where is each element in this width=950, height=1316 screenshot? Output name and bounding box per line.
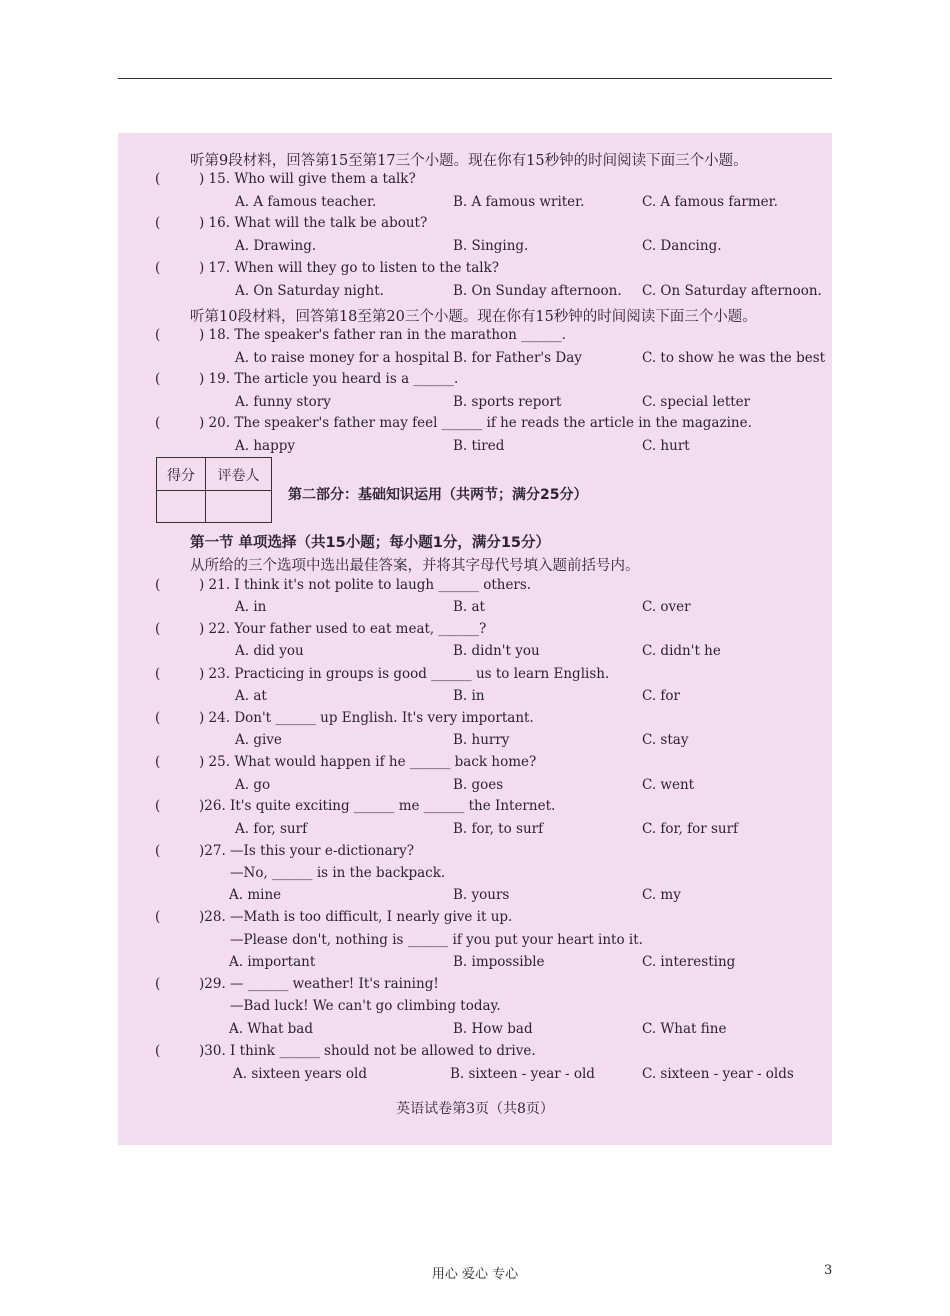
question-text: )26. It's quite exciting ______ me ______ the Internet. [199, 798, 556, 814]
options-15 [155, 194, 825, 216]
option-a: A. happy [235, 438, 295, 454]
question-text: ) 19. The article you heard is a ______. [199, 371, 459, 387]
option-b: B. yours [453, 887, 510, 903]
question-text: ) 20. The speaker's father may feel ______ if he reads the article in the magazine. [199, 415, 752, 431]
question-22 [155, 621, 825, 643]
option-c: C. sixteen - year - olds [642, 1066, 794, 1082]
question-text: ) 23. Practicing in groups is good ______ us to learn English. [199, 666, 610, 682]
question-text: )30. I think ______ should not be allowed to drive. [199, 1043, 536, 1059]
options-16 [155, 238, 825, 260]
question-text: ) 15. Who will give them a talk? [199, 171, 416, 187]
grader-label: 评卷人 [217, 468, 260, 484]
part-2-title: 第二部分：基础知识运用（共两节；满分25分） [288, 487, 588, 503]
answer-bracket[interactable]: ( [155, 710, 161, 726]
options-30 [155, 1066, 825, 1088]
option-b: B. goes [453, 777, 504, 793]
answer-bracket[interactable]: ( [155, 754, 161, 770]
question-17 [155, 260, 825, 282]
answer-bracket[interactable]: ( [155, 577, 161, 593]
question-15 [155, 171, 825, 193]
question-text: ) 24. Don't ______ up English. It's very important. [199, 710, 534, 726]
option-b: B. tired [453, 438, 505, 454]
option-b: B. in [453, 688, 485, 704]
option-b: B. impossible [453, 954, 545, 970]
options-25 [155, 777, 825, 799]
question-26 [155, 798, 825, 820]
answer-bracket[interactable]: ( [155, 415, 161, 431]
option-b: B. hurry [453, 732, 510, 748]
option-b: B. sports report [453, 394, 562, 410]
option-c: C. to show he was the best [642, 350, 826, 366]
option-b: B. didn't you [453, 643, 540, 659]
option-c: C. stay [642, 732, 689, 748]
answer-bracket[interactable]: ( [155, 327, 161, 343]
question-24 [155, 710, 825, 732]
question-text: )27. —Is this your e-dictionary? [199, 843, 414, 859]
option-a: A. On Saturday night. [235, 283, 384, 299]
header-rule [118, 78, 832, 79]
question-text: ) 18. The speaker's father ran in the marathon ______. [199, 327, 566, 343]
question-19 [155, 371, 825, 393]
option-b: B. A famous writer. [453, 194, 585, 210]
option-c: C. for [642, 688, 681, 704]
options-22 [155, 643, 825, 665]
question-28 [155, 909, 825, 931]
page-number: 3 [824, 1263, 833, 1278]
question-29-continuation: —Bad luck! We can't go climbing today. [230, 998, 501, 1014]
options-21 [155, 599, 825, 621]
option-c: C. hurt [642, 438, 690, 454]
answer-bracket[interactable]: ( [155, 621, 161, 637]
option-c: C. Dancing. [642, 238, 722, 254]
option-a: A. Drawing. [235, 238, 317, 254]
options-18 [155, 350, 825, 372]
option-a: A. What bad [229, 1021, 313, 1037]
question-25 [155, 754, 825, 776]
option-a: A. mine [229, 887, 282, 903]
option-a: A. give [235, 732, 282, 748]
section-10-instruction: 听第10段材料，回答第18至第20三个小题。现在你有15秒钟的时间阅读下面三个小题。 [190, 309, 757, 325]
answer-bracket[interactable]: ( [155, 798, 161, 814]
option-c: C. for, for surf [642, 821, 739, 837]
answer-bracket[interactable]: ( [155, 909, 161, 925]
question-text: ) 21. I think it's not polite to laugh ______ others. [199, 577, 532, 593]
option-c: C. A famous farmer. [642, 194, 778, 210]
option-c: C. didn't he [642, 643, 721, 659]
option-b: B. How bad [453, 1021, 533, 1037]
answer-bracket[interactable]: ( [155, 371, 161, 387]
question-23 [155, 666, 825, 688]
question-21 [155, 577, 825, 599]
options-27 [155, 887, 825, 909]
option-a: A. at [235, 688, 267, 704]
option-a: A. sixteen years old [233, 1066, 368, 1082]
question-18 [155, 327, 825, 349]
options-17 [155, 283, 825, 305]
option-c: C. my [642, 887, 681, 903]
answer-bracket[interactable]: ( [155, 666, 161, 682]
option-a: A. in [235, 599, 267, 615]
options-26 [155, 821, 825, 843]
question-20 [155, 415, 825, 437]
question-text: ) 25. What would happen if he ______ back home? [199, 754, 537, 770]
question-text: ) 22. Your father used to eat meat, ______? [199, 621, 487, 637]
option-a: A. to raise money for a hospital [235, 350, 450, 366]
option-a: A. A famous teacher. [235, 194, 377, 210]
option-c: C. over [642, 599, 691, 615]
option-b: B. at [453, 599, 485, 615]
option-c: C. interesting [642, 954, 736, 970]
answer-bracket[interactable]: ( [155, 260, 161, 276]
options-23 [155, 688, 825, 710]
answer-bracket[interactable]: ( [155, 1043, 161, 1059]
option-a: A. did you [235, 643, 304, 659]
option-c: C. What fine [642, 1021, 727, 1037]
question-29 [155, 976, 825, 998]
question-text: )28. —Math is too difficult, I nearly give it up. [199, 909, 513, 925]
score-label: 得分 [167, 468, 195, 484]
question-text: )29. — ______ weather! It's raining! [199, 976, 439, 992]
footer-slogan: 用心 爱心 专心 [431, 1267, 519, 1282]
option-b: B. for, to surf [453, 821, 544, 837]
options-24 [155, 732, 825, 754]
option-a: A. go [235, 777, 271, 793]
exam-page-label: 英语试卷第3页（共8页） [396, 1101, 554, 1117]
question-16 [155, 215, 825, 237]
option-c: C. went [642, 777, 695, 793]
section-1-title: 第一节 单项选择（共15小题；每小题1分，满分15分） [190, 535, 550, 551]
question-30 [155, 1043, 825, 1065]
option-b: B. On Sunday afternoon. [453, 283, 622, 299]
option-a: A. important [229, 954, 316, 970]
question-28-continuation: —Please don't, nothing is ______ if you put your heart into it. [230, 932, 643, 948]
answer-bracket[interactable]: ( [155, 976, 161, 992]
options-19 [155, 394, 825, 416]
options-29 [155, 1021, 825, 1043]
option-c: C. special letter [642, 394, 751, 410]
answer-bracket[interactable]: ( [155, 843, 161, 859]
answer-bracket[interactable]: ( [155, 215, 161, 231]
question-text: ) 17. When will they go to listen to the talk? [199, 260, 500, 276]
option-c: C. On Saturday afternoon. [642, 283, 822, 299]
option-b: B. Singing. [453, 238, 529, 254]
question-27-continuation: —No, ______ is in the backpack. [230, 865, 446, 881]
section-1-instruction: 从所给的三个选项中选出最佳答案，并将其字母代号填入题前括号内。 [190, 558, 640, 574]
answer-bracket[interactable]: ( [155, 171, 161, 187]
option-b: B. for Father's Day [453, 350, 582, 366]
option-a: A. funny story [235, 394, 331, 410]
option-a: A. for, surf [235, 821, 308, 837]
option-b: B. sixteen - year - old [450, 1066, 595, 1082]
section-9-instruction: 听第9段材料，回答第15至第17三个小题。现在你有15秒钟的时间阅读下面三个小题。 [190, 153, 748, 169]
question-text: ) 16. What will the talk be about? [199, 215, 428, 231]
score-table [156, 457, 272, 523]
options-28 [155, 954, 825, 976]
question-27 [155, 843, 825, 865]
